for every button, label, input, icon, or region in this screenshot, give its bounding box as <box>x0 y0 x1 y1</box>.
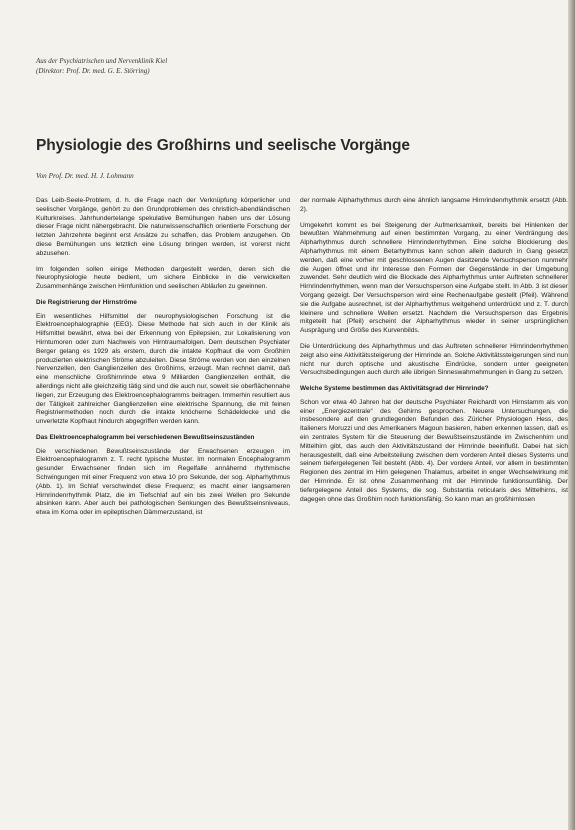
left-text-column <box>36 197 290 829</box>
section-heading: Die Registrierung der Hirnströme <box>36 298 137 306</box>
article-author: Von Prof. Dr. med. H. J. Lohmann <box>36 172 134 180</box>
section-heading: Das Elektroencephalogramm bei verschiedenen Bewußtseinszuständen <box>36 433 255 441</box>
paragraph: Die Unterdrückung des Alpharhythmus und das Auftreten schnellerer Hirnrindenrhythmen zeigt also eine Aktivitätssteigerung der Hirnrinde an. Solche Aktivitätssteigerungen sind nun nicht nur durch optische und akustische Eindrücke, sondern unter geeigneten Versuchsbedingungen auch durch alle übrigen Sinneswahrnehmungen in Gang zu setzen. <box>300 342 568 377</box>
paragraph: Umgekehrt kommt es bei Steigerung der Aufmerksamkeit, bereits bei Hinlenken der bewußten Wahrnehmung auf einen bestimmten Vorgang, zu einer Verdrängung des Alpharhythmus durch schnellere Hirnrindenrhythmen. Eine solche Blockierung des Alpharhythmus mit einem Betarhythmus kann schon allein dadurch in Gang gesetzt werden, daß eine vorher mit geschlossenen Augen dasitzende Versuchsperson nunmehr die Augen öffnet und ihr Interesse den Formen der Gegenstände in der Umgebung zuwendet. Sehr deutlich wird die Blockade des Alpharhythmus unter Auftreten schnellerer Hirnrindenrhythmen, wenn man der Versuchsperson eine Aufgabe stellt. In Abb. 3 ist dieser Vorgang gezeigt. Der Versuchsperson wird eine Rechenaufgabe gestellt (Pfeil). Während sie die Aufgabe ausrechnet, ist der Alpharhythmus weitgehend unterdrückt und z. T. durch kleinere und schnellere Wellen ersetzt. Nachdem die Versuchsperson das Ergebnis mitgeteilt hat (Pfeil) erscheint der Alpharhythmus wieder in seiner ursprünglichen Ausprägung und Größe des Kurvenbilds. <box>300 221 568 335</box>
paragraph: Ein wesentliches Hilfsmittel der neurophysiologischen Forschung ist die Elektroencephalographie (EEG). Diese Methode hat sich auch in der Klinik als Hilfsmittel bewährt, etwa bei der Erkennung von Epilepsien, zur Lokalisierung von Hirntumoren oder zum Nachweis von Hirntraumafolgen. Dem deutschen Psychiater Berger gelang es 1929 als erstem, durch die intakte Kopfhaut die vom Großhirn produzierten elektrischen Ströme abzuleiten. Diese Ströme werden von den einzelnen Nervenzellen, den Ganglienzellen des Großhirns, erzeugt. Man rechnet damit, daß eine menschliche Großhirnrinde etwa 9 Milliarden Ganglienzellen enthält, die allerdings nicht alle gleichzeitig tätig sind und die auch nur, soweit sie oberflächennahe liegen, zur Erzeugung des Elektroencephalogramms beitragen. Immerhin resultiert aus der Tätigkeit zahlreicher Ganglienzellen eine elektrische Spannung, die mit feinen Registriermethoden noch durch die intakte knöcherne Schädeldecke und die unverletzte Kopfhaut hindurch abgegriffen werden kann. <box>36 312 290 426</box>
article-title: Physiologie des Großhirns und seelische Vorgänge <box>36 137 410 154</box>
paragraph: Im folgenden sollen einige Methoden dargestellt werden, deren sich die Neurophysiologie heute bedient, um sichere Einblicke in die verwickelten Zusammenhänge zwischen Hirnfunktion und seelischen Abläufen zu gewinnen. <box>36 265 290 291</box>
paragraph: der normale Alpharhythmus durch eine ähnlich langsame Hirnrindenrhythmik ersetzt (Abb. 2). <box>300 197 568 213</box>
paragraph: Das Leib-Seele-Problem, d. h. die Frage nach der Verknüpfung körperlicher und seelischer Vorgänge, gehört zu den Grundproblemen des christlich-abendländischen Kulturkreises. Jahrhundertelange spekulative Bemühungen haben uns der Lösung dieser Frage nicht nähergebracht. Die naturwissenschaftlich orientierte Forschung der letzten Jahrzehnte beginnt erst Ansätze zu schaffen, das Problem anzugehen. Ob diese Bemühungen uns letztlich eine Lösung bringen werden, ist vorerst nicht abzusehen. <box>36 197 290 257</box>
affiliation-institute: Aus der Psychiatrischen und Nervenklinik Kiel <box>36 57 168 65</box>
paragraph: Die verschiedenen Bewußtseinszustände der Erwachsenen erzeugen im Elektroencephalogramm z. T. recht typische Muster. Im normalen Encephalogramm gesunder Erwachsener finden sich im Regelfalle annähernd rhythmische Schwingungen mit einer Frequenz von etwa 10 pro Sekunde, der sog. Alpharhythmus (Abb. 1). Im Schlaf verschwindet diese Frequenz; es macht einer langsameren Hirnrindenrhythmik Platz, die im Tiefschlaf auf ein bis zwei Wellen pro Sekunde absinken kann. Aber auch bei pathologischen Senkungen des Bewußtseinsniveaus, etwa im Koma oder im epileptischen Dämmerzustand, ist <box>36 447 290 517</box>
page-edge-shadow <box>568 0 575 830</box>
section-heading: Welche Systeme bestimmen das Aktivitätsgrad der Hirnrinde? <box>300 385 489 393</box>
affiliation-director: (Direktor: Prof. Dr. med. G. E. Störring) <box>36 66 150 75</box>
affiliation <box>36 57 336 76</box>
right-text-column <box>300 197 568 829</box>
paragraph: Schon vor etwa 40 Jahren hat der deutsche Psychiater Reichardt von Hirnstamm als von einer „Energiezentrale“ des Gehirns gesprochen. Neuere Untersuchungen, die insbesondere auf den grundlegenden Befunden des Züricher Physiologen Hess, des Italieners Moruzzi und des Amerikaners Magoun basieren, haben erkennen lassen, daß es ein zentrales System für die Steuerung der Bewußtseinszustände im Zwischenhirn und Mittelhirn gibt, das auch den Aktivitätszustand der Hirnrinde beeinflußt. Dabei hat sich herausgestellt, daß eine Arbeitsteilung zwischen dem vorderen Anteil dieses Systems und seinem tiefergelegenen Teil besteht (Abb. 4). Der vordere Anteil, vor allem in bestimmten Regionen des zentral im Hirn gelegenen Thalamus, arbeitet in enger Wechselwirkung mit der Hirnrinde. Er ist ohne Zusammenhang mit der Hirnrinde funktionsunfähig. Der tiefergelegene Anteil des Systems, die sog. Substantia reticularis des Mittelhirns, ist dagegen ohne das Großhirn noch funktionsfähig. So kann man an großhirnlosen <box>300 398 568 503</box>
